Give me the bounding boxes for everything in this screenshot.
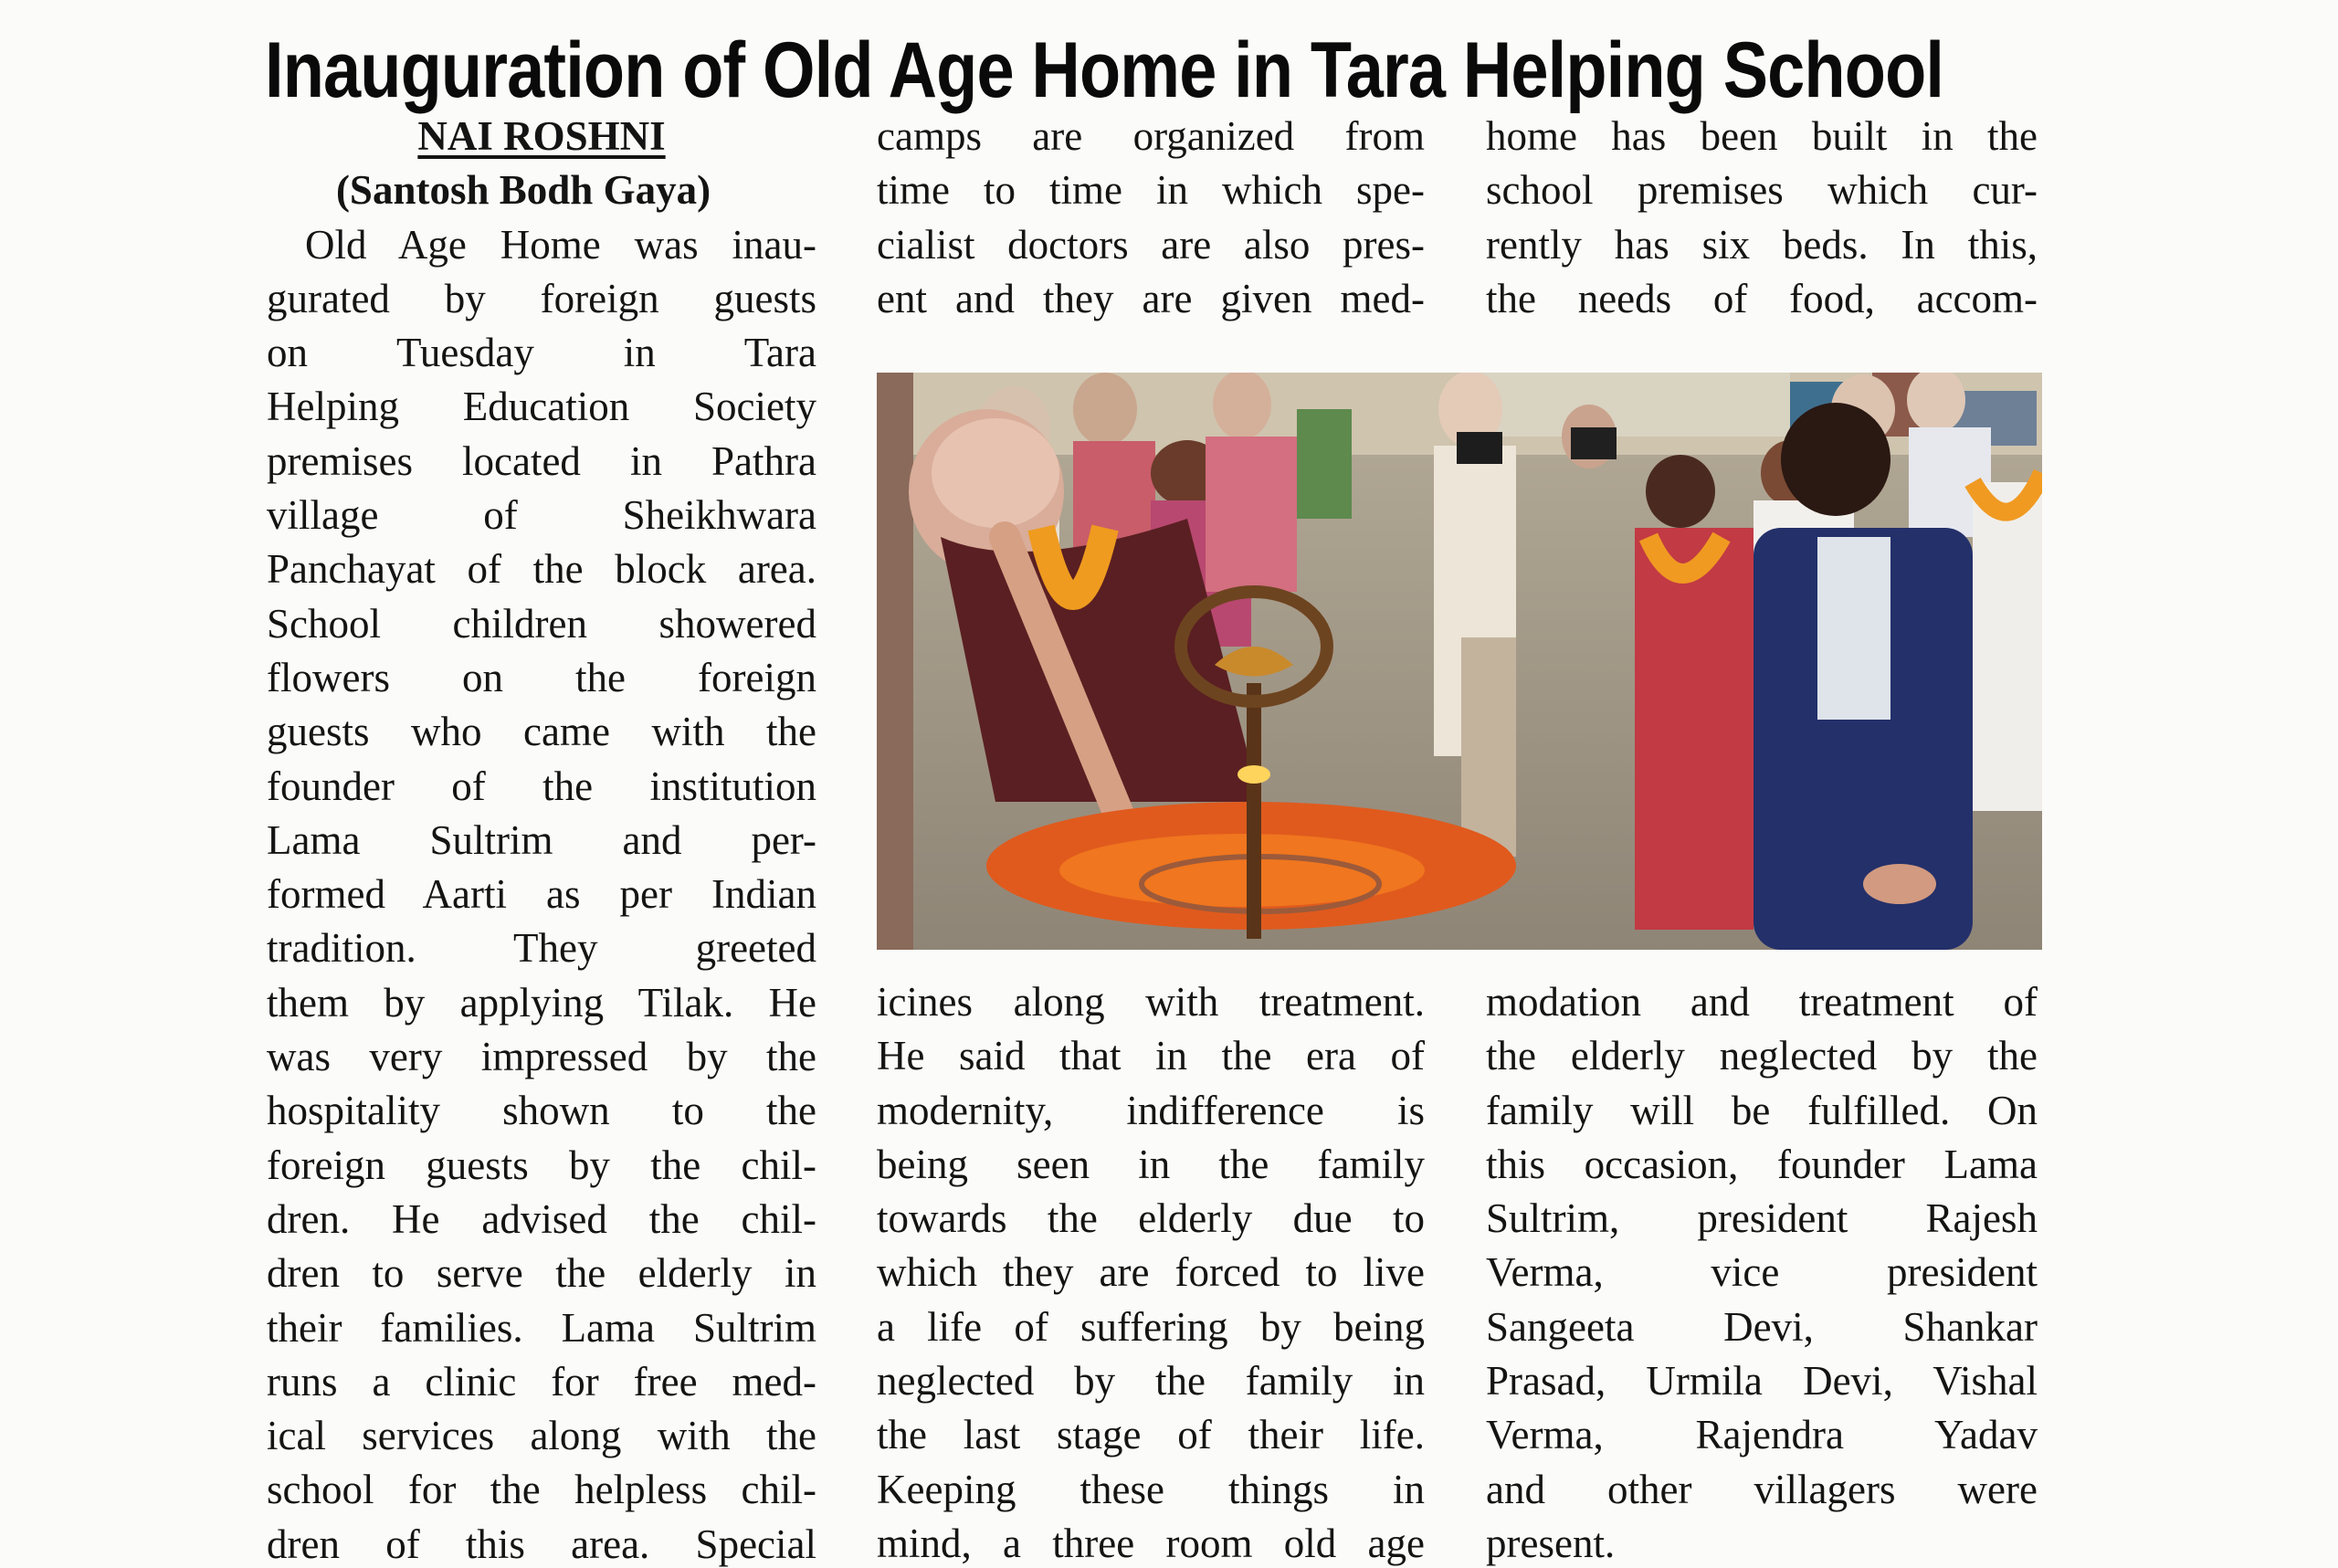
text-line: Prasad, Urmila Devi, Vishal (1486, 1358, 2038, 1405)
article-column-2-bottom (877, 975, 1425, 1568)
text-line: founder of the institution (267, 763, 816, 809)
text-line: foreign guests by the chil- (267, 1142, 816, 1188)
text-line: a life of suffering by being (877, 1303, 1425, 1350)
text-line: was very impressed by the (267, 1034, 816, 1080)
text-line: guests who came with the (267, 709, 816, 755)
text-line: modernity, indifference is (877, 1087, 1425, 1133)
text-line: modation and treatment of (1486, 979, 2038, 1025)
column-1-text (267, 218, 816, 1568)
article-column-2-top (877, 110, 1425, 326)
text-line: being seen in the family (877, 1141, 1425, 1187)
text-line: Verma, Rajendra Yadav (1486, 1412, 2038, 1458)
text-line: school for the helpless chil- (267, 1467, 816, 1513)
text-line: neglected by the family in (877, 1358, 1425, 1405)
masthead: NAI ROSHNI (417, 113, 666, 159)
text-line: on Tuesday in Tara (267, 330, 816, 376)
text-line: them by applying Tilak. He (267, 979, 816, 1026)
text-line: Lama Sultrim and per- (267, 816, 816, 863)
text-line: formed Aarti as per Indian (267, 871, 816, 918)
text-line: ent and they are given med- (877, 275, 1425, 321)
text-line: present. (1486, 1520, 1616, 1566)
byline: (Santosh Bodh Gaya) (335, 167, 711, 214)
text-line: hospitality shown to the (267, 1088, 816, 1134)
text-line: village of Sheikhwara (267, 492, 816, 539)
text-line: towards the elderly due to (877, 1195, 1425, 1242)
text-line: Helping Education Society (267, 384, 816, 430)
text-line: tradition. They greeted (267, 925, 816, 972)
text-line: icines along with treatment. (877, 979, 1425, 1025)
text-line: the elderly neglected by the (1486, 1033, 2038, 1079)
text-line: Panchayat of the block area. (267, 546, 816, 593)
text-line: dren to serve the elderly in (267, 1250, 816, 1297)
text-line: School children showered (267, 600, 816, 647)
text-line: which they are forced to live (877, 1249, 1425, 1296)
text-line: dren of this area. Special (267, 1521, 816, 1567)
text-line: ical services along with the (267, 1413, 816, 1459)
article-column-3-bottom (1486, 975, 2038, 1568)
news-photo-aarti-ceremony (877, 373, 2042, 950)
text-line: He said that in the era of (877, 1033, 1425, 1079)
text-line: the last stage of their life. (877, 1412, 1425, 1458)
headline: Inauguration of Old Age Home in Tara Helping School (265, 26, 1944, 114)
text-line: this occasion, founder Lama (1486, 1141, 2038, 1187)
text-line: flowers on the foreign (267, 654, 816, 700)
text-line: dren. He advised the chil- (267, 1195, 816, 1242)
text-line: camps are organized from (877, 113, 1425, 159)
text-line: family will be fulfilled. On (1486, 1087, 2038, 1133)
text-line: the needs of food, accom- (1486, 275, 2038, 321)
text-line: time to time in which spe- (877, 167, 1425, 214)
text-line: cialist doctors are also pres- (877, 221, 1425, 268)
text-line: mind, a three room old age (877, 1520, 1425, 1566)
text-line: premises located in Pathra (267, 437, 816, 484)
text-line: home has been built in the (1486, 113, 2038, 159)
text-line: their families. Lama Sultrim (267, 1304, 816, 1351)
article-column-1 (267, 110, 816, 1568)
text-line: school premises which cur- (1486, 167, 2038, 214)
column-2-top-text (877, 110, 1425, 326)
column-2-bottom-text (877, 975, 1425, 1568)
column-3-bottom-text (1486, 975, 2038, 1568)
text-line: Old Age Home was inau- (305, 221, 816, 268)
text-line: gurated by foreign guests (267, 275, 816, 321)
text-line: Keeping these things in (877, 1466, 1425, 1512)
column-3-top-text (1486, 110, 2038, 326)
text-line: rently has six beds. In this, (1486, 221, 2038, 268)
text-line: and other villagers were (1486, 1466, 2038, 1512)
text-line: Sultrim, president Rajesh (1486, 1195, 2038, 1242)
text-line: runs a clinic for free med- (267, 1358, 816, 1405)
text-line: Verma, vice president (1486, 1249, 2038, 1296)
photo-illustration (877, 373, 2042, 950)
article-column-3-top (1486, 110, 2038, 326)
text-line: Sangeeta Devi, Shankar (1486, 1303, 2038, 1350)
